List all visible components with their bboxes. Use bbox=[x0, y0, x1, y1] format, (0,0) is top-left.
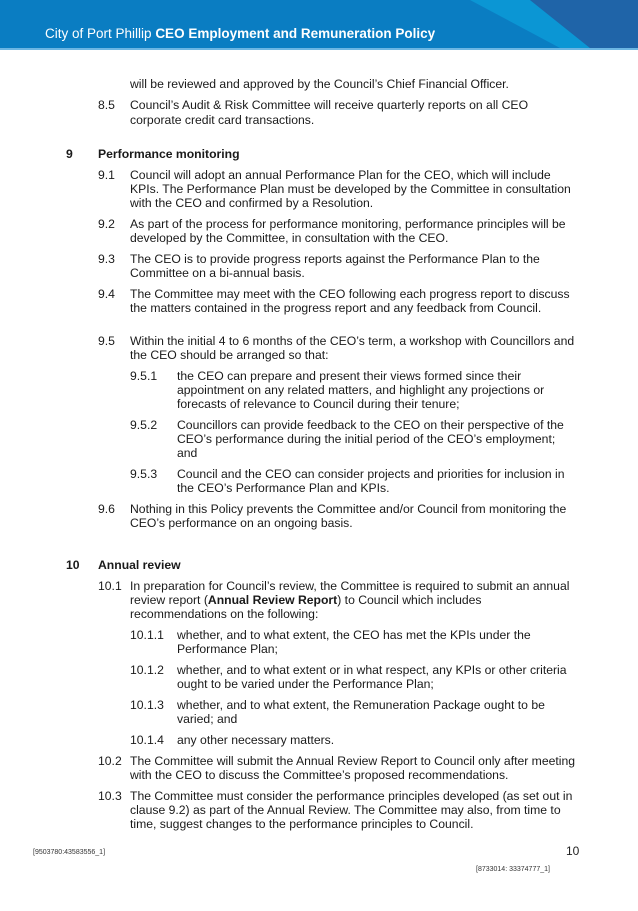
clause-text: with the CEO and confirmed by a Resolution. bbox=[130, 196, 374, 210]
section-number: 10 bbox=[66, 558, 80, 572]
clause-text: The Committee will submit the Annual Review Report to Council only after meeting bbox=[130, 754, 576, 768]
subclause-text: Councillors can provide feedback to the CEO on their perspective of the bbox=[177, 418, 564, 432]
section-heading: Annual review bbox=[98, 558, 181, 572]
clause-text: the matters contained in the progress report and any feedback from Council. bbox=[130, 301, 542, 315]
header-rule bbox=[0, 48, 638, 50]
header-org: City of Port Phillip bbox=[45, 26, 152, 41]
subclause-text: any other necessary matters. bbox=[177, 733, 335, 747]
clause-text: corporate credit card transactions. bbox=[130, 113, 315, 127]
clause-text-part: review report ( bbox=[130, 593, 208, 607]
clause-text: KPIs. The Performance Plan must be developed by the Committee in consultation bbox=[130, 182, 571, 196]
clause-text: Within the initial 4 to 6 months of the CEO’s term, a workshop with Councillors and bbox=[130, 334, 575, 348]
clause-text: The Committee must consider the performance principles developed (as set out in bbox=[130, 789, 573, 803]
clause-text: clause 9.2) as part of the Annual Review. The Committee may also, from time to bbox=[130, 803, 561, 817]
subclause-text: whether, and to what extent, the Remuneration Package ought to be bbox=[177, 698, 545, 712]
subclause-number: 10.1.4 bbox=[130, 733, 164, 747]
header-policy-title: CEO Employment and Remuneration Policy bbox=[155, 26, 436, 41]
clause-number: 9.1 bbox=[98, 168, 115, 182]
subclause-text: whether, and to what extent or in what respect, any KPIs or other criteria bbox=[177, 663, 567, 677]
subclause-text: CEO’s performance during the initial period of the CEO’s employment; bbox=[177, 432, 556, 446]
subclause-text: and bbox=[177, 446, 198, 460]
subclause-text: the CEO can prepare and present their views formed since their bbox=[177, 369, 522, 383]
subclause-text: the CEO’s Performance Plan and KPIs. bbox=[177, 481, 390, 495]
clause-text: developed by the Committee, in consultation with the CEO. bbox=[130, 231, 449, 245]
subclause-text: Council and the CEO can consider projects and priorities for inclusion in bbox=[177, 467, 565, 481]
clause-text: Nothing in this Policy prevents the Committee and/or Council from monitoring the bbox=[130, 502, 567, 516]
section-number: 9 bbox=[66, 147, 73, 161]
clause-text: As part of the process for performance monitoring, performance principles will be bbox=[130, 217, 566, 231]
clause-number: 9.5 bbox=[98, 334, 115, 348]
section-heading: Performance monitoring bbox=[98, 147, 240, 161]
subclause-text: forecasts of relevance to Council during their tenure; bbox=[177, 397, 460, 411]
clause-text bbox=[130, 593, 482, 608]
subclause-text: ought to be varied under the Performance Plan; bbox=[177, 677, 434, 691]
clause-number: 9.4 bbox=[98, 287, 115, 301]
subclause-number: 10.1.3 bbox=[130, 698, 164, 712]
clause-number: 9.6 bbox=[98, 502, 115, 516]
defined-term: Annual Review Report bbox=[207, 593, 338, 607]
clause-number: 9.3 bbox=[98, 252, 115, 266]
header-title bbox=[45, 26, 435, 41]
clause-text: In preparation for Council’s review, the Committee is required to submit an annual bbox=[130, 579, 570, 593]
clause-text: CEO’s performance on an ongoing basis. bbox=[130, 516, 353, 530]
clause-text: time, suggest changes to the performance principles to Council. bbox=[130, 817, 474, 831]
subclause-text: Performance Plan; bbox=[177, 642, 278, 656]
subclause-text: varied; and bbox=[177, 712, 238, 726]
clause-text-part: ) to Council which includes bbox=[337, 593, 482, 607]
page-number: 10 bbox=[566, 844, 580, 858]
clause-text: Council’s Audit & Risk Committee will receive quarterly reports on all CEO bbox=[130, 98, 529, 112]
subclause-number: 10.1.1 bbox=[130, 628, 164, 642]
clause-text: the CEO should be arranged so that: bbox=[130, 348, 329, 362]
subclause-number: 9.5.2 bbox=[130, 418, 158, 432]
subclause-number: 9.5.1 bbox=[130, 369, 158, 383]
clause-text: with the CEO to discuss the Committee’s proposed recommendations. bbox=[130, 768, 509, 782]
clause-text: Council will adopt an annual Performance Plan for the CEO, which will include bbox=[130, 168, 551, 182]
subclause-text: whether, and to what extent, the CEO has met the KPIs under the bbox=[177, 628, 531, 642]
clause-number: 8.5 bbox=[98, 98, 115, 112]
clause-number: 9.2 bbox=[98, 217, 115, 231]
continuation-text: will be reviewed and approved by the Council’s Chief Financial Officer. bbox=[130, 77, 509, 91]
subclause-number: 9.5.3 bbox=[130, 467, 158, 481]
clause-number: 10.3 bbox=[98, 789, 122, 803]
clause-number: 10.2 bbox=[98, 754, 122, 768]
clause-text: recommendations on the following: bbox=[130, 607, 319, 621]
clause-text: The Committee may meet with the CEO following each progress report to discuss bbox=[130, 287, 570, 301]
clause-number: 10.1 bbox=[98, 579, 122, 593]
subclause-number: 10.1.2 bbox=[130, 663, 164, 677]
clause-text: The CEO is to provide progress reports against the Performance Plan to the bbox=[130, 252, 540, 266]
footer-doc-ref-left: [9503780:43583556_1] bbox=[33, 849, 106, 856]
footer-doc-ref-right: [8733014: 33374777_1] bbox=[476, 866, 550, 873]
subclause-text: appointment on any related matters, and highlight any projections or bbox=[177, 383, 545, 397]
clause-text: Committee on a bi-annual basis. bbox=[130, 266, 305, 280]
page-header-banner bbox=[0, 0, 638, 48]
